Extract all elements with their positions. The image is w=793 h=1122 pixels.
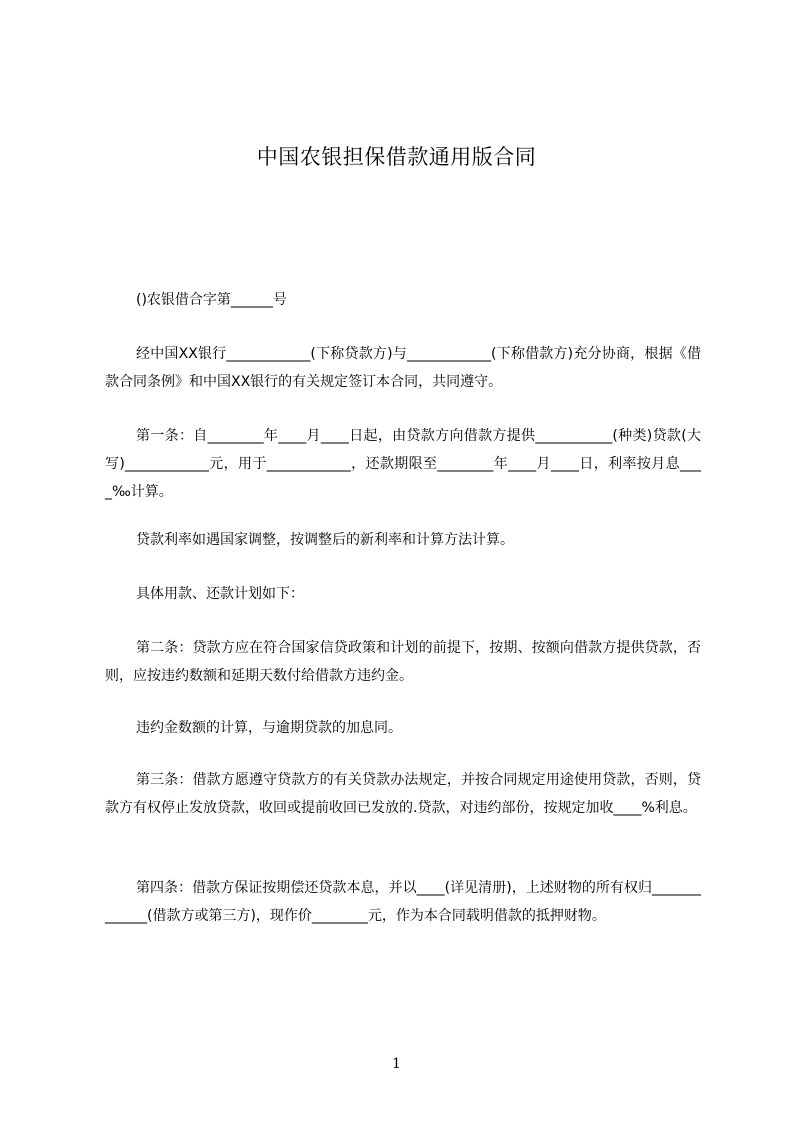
paragraph-article-2: 第二条：贷款方应在符合国家信贷政策和计划的前提下，按期、按额向借款方提供贷款，否则，应按违约数额和延期天数付给借款方违约金。 xyxy=(105,640,701,684)
paragraph-repayment-plan: 具体用款、还款计划如下： xyxy=(136,586,304,602)
paragraph-interest-adjustment: 贷款利率如遇国家调整，按调整后的新利率和计算方法计算。 xyxy=(136,532,514,548)
paragraph-article-3: 第三条：借款方愿遵守贷款方的有关贷款办法规定，并按合同规定用途使用贷款，否则，贷款方有权停止发放贷款，收回或提前收回已发放的.贷款，对违约部份，按规定加收____%利息。 xyxy=(105,772,701,816)
paragraph-article-1: 第一条：自________年____月____日起，由贷款方向借款方提供___________(种类)贷款(大写)____________元，用于____________，还款期限至________年____月____日，利率按月息____‰计算。 xyxy=(105,428,701,500)
paragraph-preamble: 经中国XX银行____________(下称贷款方)与____________(下称借款方)充分协商，根据《借款合同条例》和中国XX银行的有关规定签订本合同，共同遵守。 xyxy=(105,346,701,390)
contract-number: ()农银借合字第______号 xyxy=(136,292,287,308)
paragraph-penalty-calculation: 违约金数额的计算，与逾期贷款的加息同。 xyxy=(136,720,402,736)
paragraph-article-4: 第四条：借款方保证按期偿还贷款本息，并以____(详见清册)，上述财物的所有权归_____________(借款方或第三方)，现作价________元，作为本合同载明借款的抵押财物。 xyxy=(105,880,701,924)
document-title: 中国农银担保借款通用版合同 xyxy=(256,145,537,169)
page-number: 1 xyxy=(392,1056,401,1072)
